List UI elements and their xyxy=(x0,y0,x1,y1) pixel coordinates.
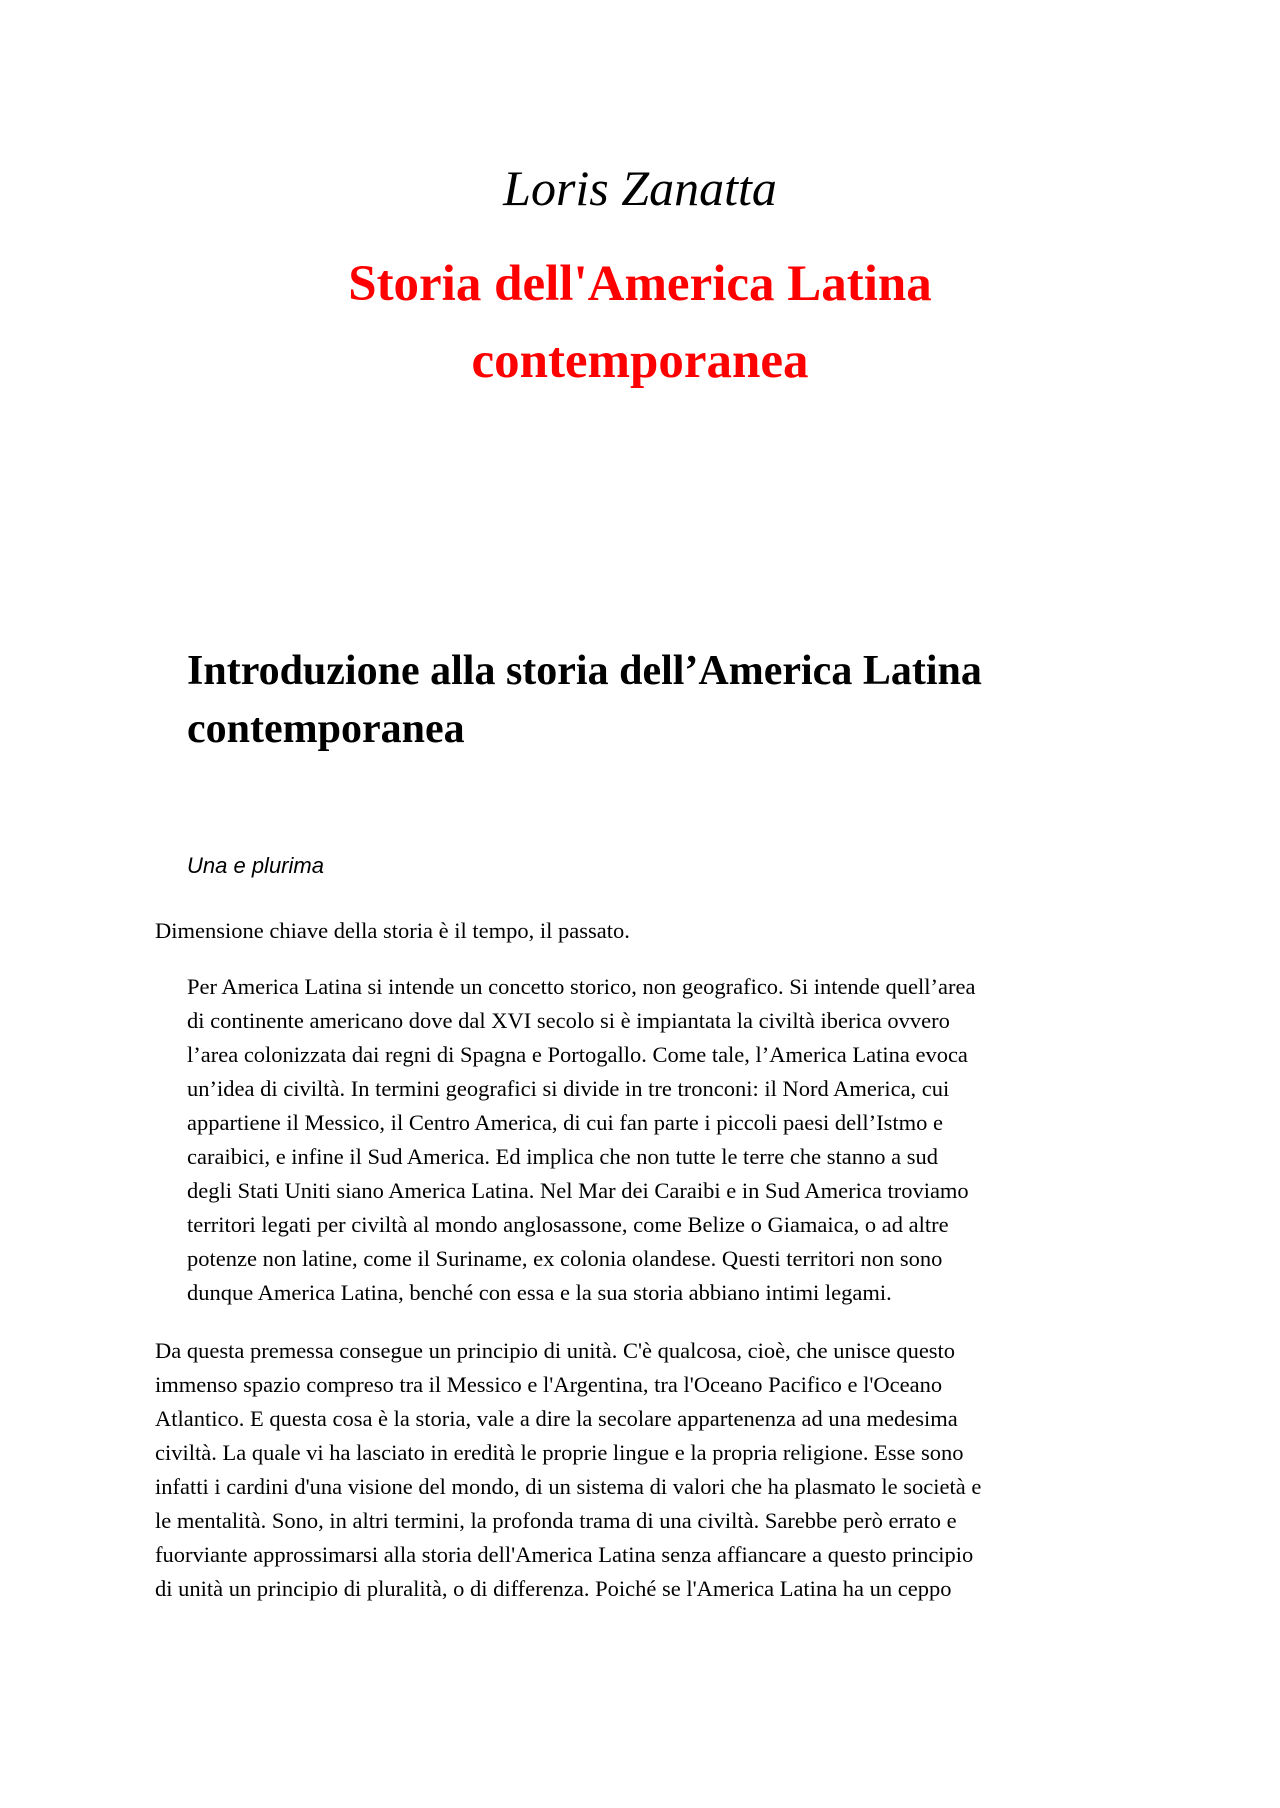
chapter-title xyxy=(187,642,1187,758)
text-line: un’idea di civiltà. In termini geografici si divide in tre tronconi: il Nord America, cui xyxy=(187,1076,950,1101)
text-line: Per America Latina si intende un concetto storico, non geografico. Si intende quell’area xyxy=(187,974,976,999)
text-line: civiltà. La quale vi ha lasciato in eredità le proprie lingue e la propria religione. Esse sono xyxy=(155,1440,964,1465)
text-line: caraibici, e infine il Sud America. Ed implica che non tutte le terre che stanno a sud xyxy=(187,1144,938,1169)
paragraph-definition xyxy=(187,970,975,1310)
book-title xyxy=(0,246,1280,400)
text-line: dunque America Latina, benché con essa e la sua storia abbiano intimi legami. xyxy=(187,1280,892,1305)
text-line: appartiene il Messico, il Centro America, di cui fan parte i piccoli paesi dell’Istmo e xyxy=(187,1110,944,1135)
section-title: Una e plurima xyxy=(187,853,324,878)
text-line: fuorviante approssimarsi alla storia dell'America Latina senza affiancare a questo principio xyxy=(155,1542,974,1567)
chapter-title-line: Introduzione alla storia dell’America Latina xyxy=(187,648,982,694)
paragraph-intro xyxy=(155,914,630,948)
text-line: immenso spazio compreso tra il Messico e l'Argentina, tra l'Oceano Pacifico e l'Oceano xyxy=(155,1372,943,1397)
author-name: Loris Zanatta xyxy=(503,160,777,216)
text-line: di unità un principio di pluralità, o di differenza. Poiché se l'America Latina ha un ceppo xyxy=(155,1576,952,1601)
text-line: l’area colonizzata dai regni di Spagna e Portogallo. Come tale, l’America Latina evoca xyxy=(187,1042,968,1067)
paragraph-unity xyxy=(155,1334,981,1606)
text-line: Dimensione chiave della storia è il tempo, il passato. xyxy=(155,918,630,943)
text-line: Da questa premessa consegue un principio di unità. C'è qualcosa, cioè, che unisce questo xyxy=(155,1338,956,1363)
text-line: potenze non latine, come il Suriname, ex colonia olandese. Questi territori non sono xyxy=(187,1246,943,1271)
text-line: infatti i cardini d'una visione del mondo, di un sistema di valori che ha plasmato le società e xyxy=(155,1474,982,1499)
text-line: degli Stati Uniti siano America Latina. Nel Mar dei Caraibi e in Sud America troviamo xyxy=(187,1178,969,1203)
text-line: le mentalità. Sono, in altri termini, la profonda trama di una civiltà. Sarebbe però errato e xyxy=(155,1508,957,1533)
text-line: territori legati per civiltà al mondo anglosassone, come Belize o Giamaica, o ad altre xyxy=(187,1212,949,1237)
book-title-line: contemporanea xyxy=(471,333,809,389)
book-title-line: Storia dell'America Latina xyxy=(348,256,932,312)
chapter-title-line: contemporanea xyxy=(187,706,465,752)
text-line: di continente americano dove dal XVI secolo si è impiantata la civiltà iberica ovvero xyxy=(187,1008,950,1033)
text-line: Atlantico. E questa cosa è la storia, vale a dire la secolare appartenenza ad una medesima xyxy=(155,1406,958,1431)
